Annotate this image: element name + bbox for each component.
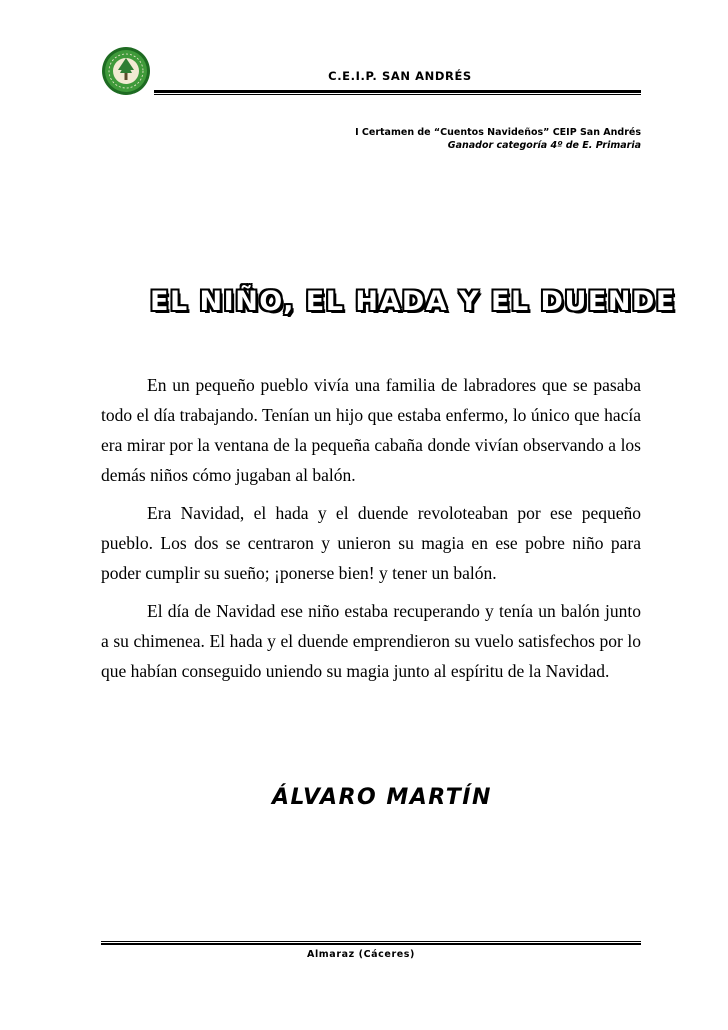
story-paragraph: En un pequeño pueblo vivía una familia de labradores que se pasaba todo el día trabajando. Tenían un hijo que estaba enfermo, lo único que hacía era mirar por la ventana de la pequeña cabaña donde vivían observando a los demás niños cómo jugaban al balón.	[101, 375, 641, 485]
contest-line: I Certamen de “Cuentos Navideños” CEIP San Andrés	[355, 127, 641, 138]
contest-info	[355, 126, 641, 152]
story-title: EL NIÑO, EL HADA Y EL DUENDE	[150, 286, 676, 317]
story-body	[101, 370, 641, 694]
story-paragraph: Era Navidad, el hada y el duende revoloteaban por ese pequeño pueblo. Los dos se centraron y unieron su magia en ese pobre niño para poder cumplir su sueño; ¡ponerse bien! y tener un balón.	[101, 503, 641, 583]
story-paragraph: El día de Navidad ese niño estaba recuperando y tenía un balón junto a su chimenea. El hada y el duende emprendieron su vuelo satisfechos por lo que habían conseguido uniendo su magia junto al espíritu de la Navidad.	[101, 601, 641, 681]
footer-rule	[101, 941, 641, 945]
author-name: ÁLVARO MARTÍN	[272, 785, 492, 810]
header-rule	[154, 90, 641, 95]
award-line: Ganador categoría 4º de E. Primaria	[447, 140, 641, 151]
school-logo-icon	[101, 46, 151, 96]
school-name: C.E.I.P. SAN ANDRÉS	[328, 69, 472, 83]
footer-location: Almaraz (Cáceres)	[307, 949, 415, 960]
